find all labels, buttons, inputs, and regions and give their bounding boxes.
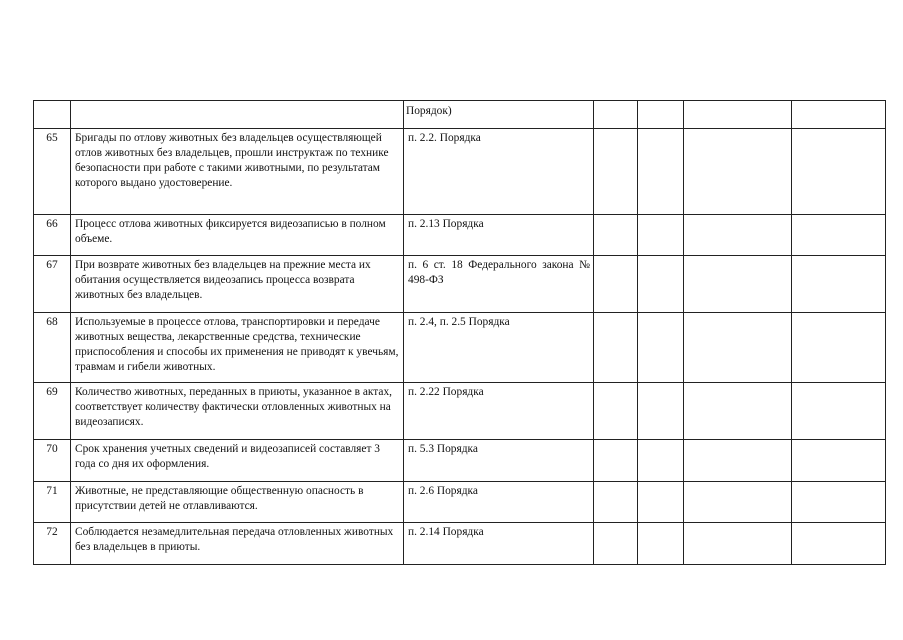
reference-text: п. 2.14 Порядка: [408, 526, 484, 538]
row-number: 67: [34, 256, 71, 313]
table-row: [34, 383, 886, 440]
reference-text: Порядок): [406, 105, 452, 117]
row-number: 71: [34, 482, 71, 523]
answer-cell-na: [684, 129, 792, 215]
notes-cell: [792, 523, 886, 565]
requirement-text: Животные, не представляющие общественную опасность в присутствии детей не отлавливаются.: [75, 485, 364, 512]
row-number: 70: [34, 440, 71, 482]
requirement-text: Используемые в процессе отлова, транспортировки и передаче животных вещества, лекарственные средства, технические приспособления и способы их применения не приводят к увечьям, травмам и гибели животных.: [75, 316, 399, 373]
table-row: [34, 440, 886, 482]
reference-text: п. 2.6 Порядка: [408, 485, 478, 497]
row-number: 66: [34, 215, 71, 256]
table-row: [34, 256, 886, 313]
requirement-cell: [71, 482, 404, 523]
answer-cell-no: [638, 129, 684, 215]
answer-cell-na: [684, 440, 792, 482]
notes-cell: [792, 101, 886, 129]
answer-cell-no: [638, 313, 684, 383]
notes-cell: [792, 313, 886, 383]
requirement-cell: [71, 215, 404, 256]
answer-cell-no: [638, 440, 684, 482]
reference-text: п. 5.3 Порядка: [408, 443, 478, 455]
reference-text: п. 6 ст. 18 Федерального закона № 498-ФЗ: [408, 259, 590, 286]
requirement-cell: [71, 313, 404, 383]
requirement-cell: [71, 440, 404, 482]
row-number: 65: [34, 129, 71, 215]
reference-text: п. 2.22 Порядка: [408, 386, 484, 398]
requirement-text: Бригады по отлову животных без владельцев осуществляющей отлов животных без владельцев, прошли инструктаж по технике безопасности при работе с такими животными, по результатам которого выдано удостоверение.: [75, 132, 389, 189]
notes-cell: [792, 256, 886, 313]
requirement-cell: [71, 256, 404, 313]
answer-cell-yes: [594, 383, 638, 440]
reference-cell: [404, 383, 594, 440]
answer-cell-na: [684, 215, 792, 256]
table-row-continuation: [34, 101, 886, 129]
answer-cell-na: [684, 256, 792, 313]
notes-cell: [792, 482, 886, 523]
reference-cell: [404, 313, 594, 383]
requirement-text: Срок хранения учетных сведений и видеозаписей составляет 3 года со дня их оформления.: [75, 443, 380, 470]
checklist-table: [33, 100, 886, 565]
notes-cell: [792, 129, 886, 215]
notes-cell: [792, 440, 886, 482]
answer-cell-yes: [594, 101, 638, 129]
answer-cell-yes: [594, 215, 638, 256]
reference-cell: [404, 440, 594, 482]
answer-cell-na: [684, 313, 792, 383]
requirement-cell: [71, 383, 404, 440]
requirement-text: Процесс отлова животных фиксируется видеозаписью в полном объеме.: [75, 218, 386, 245]
reference-text: п. 2.4, п. 2.5 Порядка: [408, 316, 510, 328]
answer-cell-yes: [594, 313, 638, 383]
table-row: [34, 129, 886, 215]
notes-cell: [792, 215, 886, 256]
requirement-text: Соблюдается незамедлительная передача отловленных животных без владельцев в приюты.: [75, 526, 394, 553]
reference-text: п. 2.13 Порядка: [408, 218, 484, 230]
reference-cell: [404, 482, 594, 523]
num-cell: [34, 101, 71, 129]
answer-cell-na: [684, 482, 792, 523]
reference-cell: [404, 256, 594, 313]
requirement-cell: [71, 523, 404, 565]
reference-cell: [404, 101, 594, 129]
answer-cell-na: [684, 523, 792, 565]
reference-cell: [404, 523, 594, 565]
answer-cell-yes: [594, 523, 638, 565]
answer-cell-no: [638, 215, 684, 256]
answer-cell-no: [638, 523, 684, 565]
row-number: 72: [34, 523, 71, 565]
answer-cell-no: [638, 101, 684, 129]
answer-cell-na: [684, 383, 792, 440]
answer-cell-no: [638, 482, 684, 523]
answer-cell-yes: [594, 440, 638, 482]
table-row: [34, 523, 886, 565]
reference-text: п. 2.2. Порядка: [408, 132, 481, 144]
reference-cell: [404, 215, 594, 256]
table-row: [34, 313, 886, 383]
table-row: [34, 215, 886, 256]
answer-cell-yes: [594, 482, 638, 523]
requirement-cell: [71, 101, 404, 129]
answer-cell-yes: [594, 129, 638, 215]
row-number: 68: [34, 313, 71, 383]
requirement-cell: [71, 129, 404, 215]
answer-cell-yes: [594, 256, 638, 313]
requirement-text: Количество животных, переданных в приюты, указанное в актах, соответствует количеству фактически отловленных животных на видеозаписях.: [75, 386, 392, 428]
notes-cell: [792, 383, 886, 440]
answer-cell-na: [684, 101, 792, 129]
answer-cell-no: [638, 256, 684, 313]
requirement-text: При возврате животных без владельцев на прежние места их обитания осуществляется видеозапись процесса возврата животных без владельцев.: [75, 259, 371, 301]
answer-cell-no: [638, 383, 684, 440]
table-row: [34, 482, 886, 523]
reference-cell: [404, 129, 594, 215]
row-number: 69: [34, 383, 71, 440]
